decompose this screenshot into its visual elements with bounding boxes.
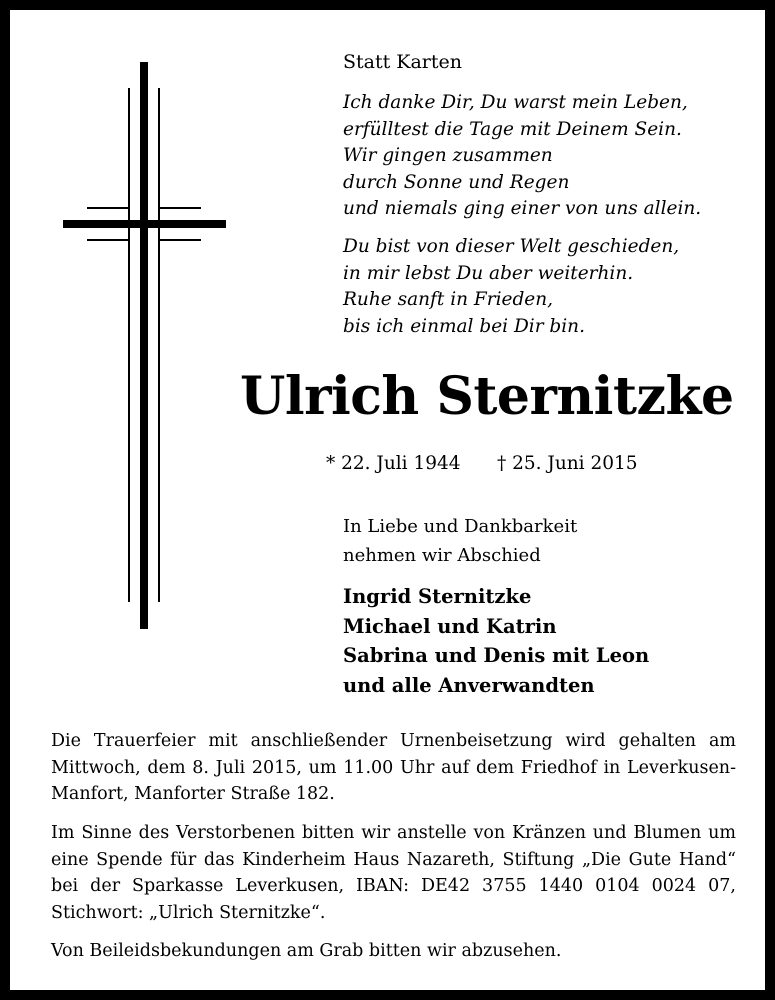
poem-line: durch Sonne und Regen bbox=[343, 171, 570, 193]
donation-paragraph: Im Sinne des Verstorbenen bitten wir anstelle von Kränzen und Blumen um eine Spende für das Kinderheim Haus Nazareth, Stiftung „Die Gute Hand“ bei der Sparkasse Leverkusen, IBAN: DE42 3755 1440 0104 0024 07, Stichwort: „Ulrich Sternitzke“. bbox=[51, 823, 736, 923]
mourner-name: und alle Anverwandten bbox=[343, 673, 595, 697]
birth-date: * 22. Juli 1944 bbox=[326, 453, 461, 474]
poem-line: Du bist von dieser Welt geschieden, bbox=[343, 236, 680, 257]
mourner-name: Michael und Katrin bbox=[343, 614, 557, 638]
mourner-name: Sabrina und Denis mit Leon bbox=[343, 644, 650, 667]
poem-line: Ruhe sanft in Frieden, bbox=[343, 289, 554, 310]
deceased-name: Ulrich Sternitzke bbox=[240, 366, 734, 427]
mourner-name: Ingrid Sternitzke bbox=[343, 585, 532, 608]
funeral-info-paragraph: Die Trauerfeier mit anschließender Urnenbeisetzung wird gehalten am Mittwoch, dem 8. Juli 2015, um 11.00 Uhr auf dem Friedhof in Leverkusen-Manfort, Manforter Straße 182. bbox=[51, 731, 736, 804]
death-date: † 25. Juni 2015 bbox=[497, 453, 638, 474]
heading-statt-karten: Statt Karten bbox=[343, 51, 463, 73]
poem-stanza-1 bbox=[343, 90, 701, 223]
cross-horizontal-beam bbox=[63, 220, 226, 228]
cross-vertical-beam bbox=[140, 62, 148, 629]
poem-line: und niemals ging einer von uns allein. bbox=[343, 198, 702, 219]
poem-line: Ich danke Dir, Du warst mein Leben, bbox=[343, 92, 688, 113]
farewell-text bbox=[343, 512, 577, 570]
poem-line: bis ich einmal bei Dir bin. bbox=[343, 315, 585, 337]
poem-stanza-2 bbox=[343, 234, 679, 340]
poem-line: Wir gingen zusammen bbox=[343, 145, 553, 166]
mourners-list bbox=[343, 582, 649, 700]
farewell-line: nehmen wir Abschied bbox=[343, 545, 541, 566]
poem-line: in mir lebst Du aber weiterhin. bbox=[343, 262, 634, 284]
condolence-paragraph: Von Beileidsbekundungen am Grab bitten wir abzusehen. bbox=[51, 941, 562, 961]
farewell-line: In Liebe und Dankbarkeit bbox=[343, 516, 578, 537]
poem-line: erfülltest die Tage mit Deinem Sein. bbox=[343, 118, 682, 140]
